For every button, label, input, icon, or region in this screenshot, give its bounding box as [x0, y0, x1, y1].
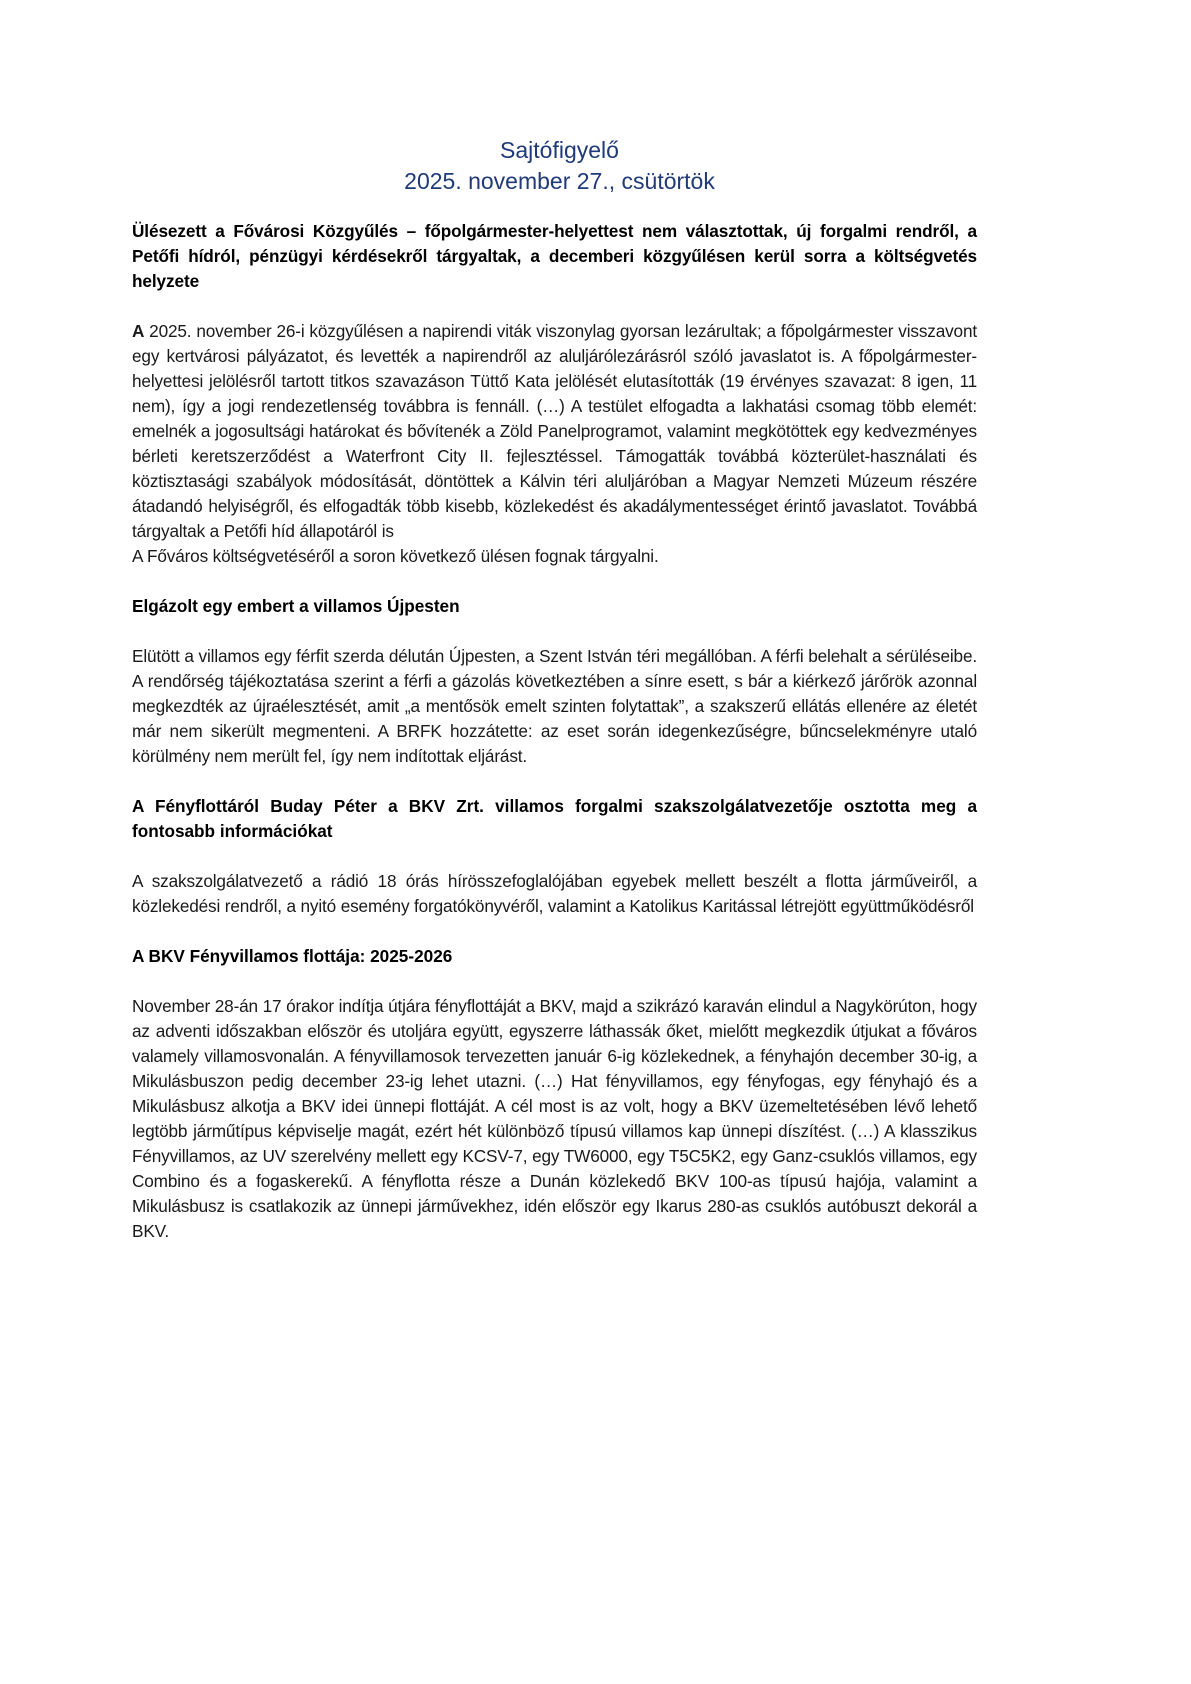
article-body: A szakszolgálatvezető a rádió 18 órás hírösszefoglalójában egyebek mellett beszélt a flotta járműveiről, a közlekedési rendről, a nyitó esemény forgatókönyvéről, valamint a Katolikus Karitással létrejött együttműködésről: [132, 871, 977, 916]
article-headline: A BKV Fényvillamos flottája: 2025-2026: [132, 946, 453, 966]
article-lead: A: [132, 321, 145, 341]
document-date: 2025. november 27., csütörtök: [404, 168, 715, 194]
article-body-text: 2025. november 26-i közgyűlésen a napirendi viták viszonylag gyorsan lezárultak; a főpolgármester visszavont egy kertvárosi pályázatot, és levették a napirendről az aluljárólezárásról szóló javaslatot is. A főpolgármester-helyettesi jelölésről tartott titkos szavazáson Tüttő Kata jelölését elutasították (19 érvényes szavazat: 8 igen, 11 nem), így a jogi rendezetlenség továbbra is fennáll. (…) A testület elfogadta a lakhatási csomag több elemét: emelnék a jogosultsági határokat és bővítenék a Zöld Panelprogramot, valamint megkötöttek egy kedvezményes bérleti keretszerződést a Waterfront City II. fejlesztéssel. Támogatták továbbá közterület-használati és köztisztasági szabályok módosítását, döntöttek a Kálvin téri aluljáróban a Magyar Nemzeti Múzeum részére átadandó helyiségről, és elfogadták több kisebb, közlekedést és akadálymentességet érintő javaslatot. Továbbá tárgyaltak a Petőfi híd állapotáról is: [132, 321, 977, 541]
article-body: Elütött a villamos egy férfit szerda délután Újpesten, a Szent István téri megállóban. A férfi belehalt a sérüléseibe. A rendőrség tájékoztatása szerint a férfi a gázolás következtében a sínre esett, s bár a kiérkező járőrök azonnal megkezdték az újraélesztését, amit „a mentősök emelt szinten folytattak”, a szakszerű ellátás ellenére az életét már nem sikerült megmenteni. A BRFK hozzátette: az eset során idegenkezűségre, bűncselekményre utaló körülmény nem merült fel, így nem indítottak eljárást.: [132, 646, 977, 766]
article-1: [132, 219, 977, 569]
article-body: [132, 319, 977, 569]
document-header: [142, 135, 977, 197]
article-2: [132, 594, 977, 769]
document-title: Sajtófigyelő: [500, 137, 619, 163]
article-body: November 28-án 17 órakor indítja útjára fényflottáját a BKV, majd a szikrázó karaván elindul a Nagykörúton, hogy az adventi időszakban először és utoljára együtt, egyszerre láthassák őket, mielőtt megkezdik útjukat a főváros valamely villamosvonalán. A fényvillamosok tervezetten január 6-ig közlekednek, a fényhajón december 30-ig, a Mikulásbuszon pedig december 23-ig lehet utazni. (…) Hat fényvillamos, egy fényfogas, egy fényhajó és a Mikulásbusz alkotja a BKV idei ünnepi flottáját. A cél most is az volt, hogy a BKV üzemeltetésében lévő lehető legtöbb járműtípus képviselje magát, ezért hét különböző típusú villamos kap ünnepi díszítést. (…) A klasszikus Fényvillamos, az UV szerelvény mellett egy KCSV-7, egy TW6000, egy T5C5K2, egy Ganz-csuklós villamos, egy Combino és a fogaskerekű. A fényflotta része a Dunán közlekedő BKV 100-as típusú hajója, valamint a Mikulásbusz is csatlakozik az ünnepi járművekhez, idén először egy Ikarus 280-as csuklós autóbuszt dekorál a BKV.: [132, 996, 977, 1241]
article-body-closing: A Főváros költségvetéséről a soron következő ülésen fognak tárgyalni.: [132, 546, 659, 566]
document-page: [132, 135, 977, 1269]
article-4: [132, 944, 977, 1244]
article-headline: A Fényflottáról Buday Péter a BKV Zrt. villamos forgalmi szakszolgálatvezetője osztotta meg a fontosabb információkat: [132, 796, 977, 841]
article-headline: Ülésezett a Fővárosi Közgyűlés – főpolgármester-helyettest nem választottak, új forgalmi rendről, a Petőfi hídról, pénzügyi kérdésekről tárgyaltak, a decemberi közgyűlésen kerül sorra a költségvetés helyzete: [132, 221, 977, 291]
article-headline: Elgázolt egy embert a villamos Újpesten: [132, 596, 460, 616]
article-3: [132, 794, 977, 919]
